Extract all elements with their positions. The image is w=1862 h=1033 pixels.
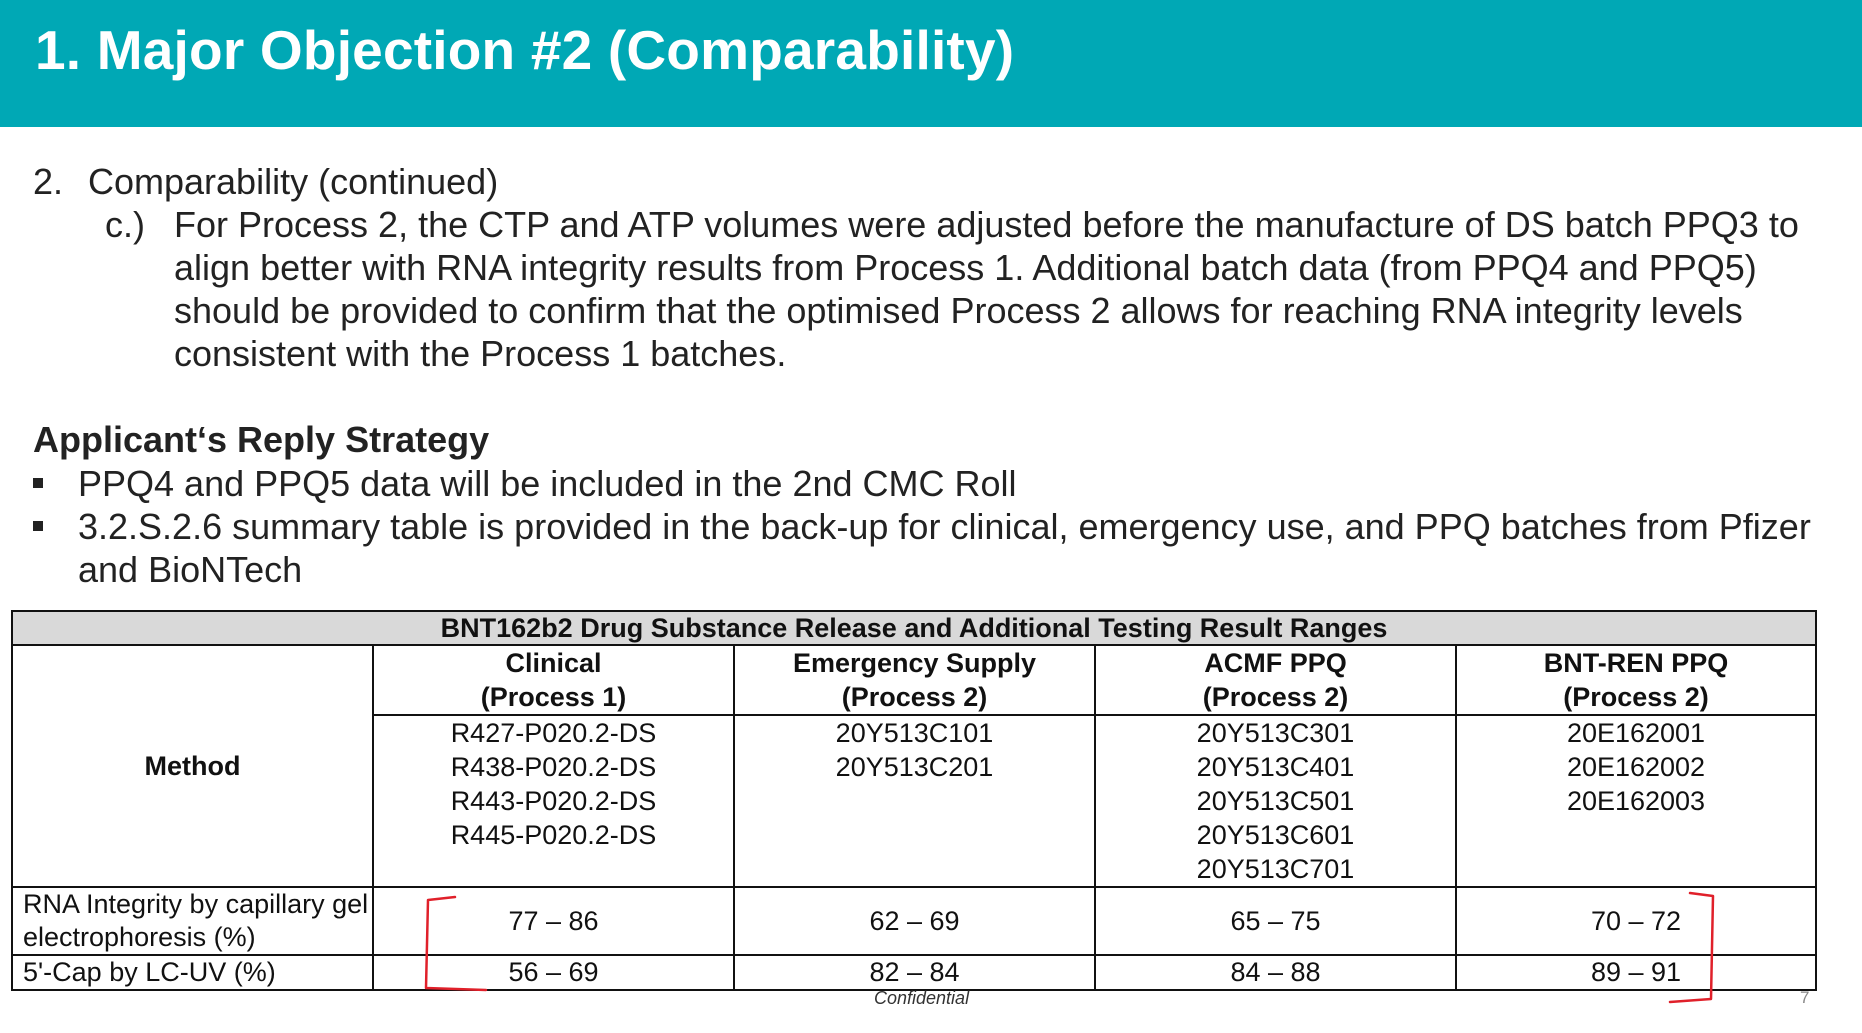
batch-id: 20Y513C501 — [1196, 786, 1355, 816]
column-header — [1095, 645, 1456, 715]
result-value: 70 – 72 — [1456, 887, 1816, 955]
batch-list — [734, 715, 1095, 887]
result-value: 65 – 75 — [1095, 887, 1456, 955]
column-process: (Process 2) — [1563, 682, 1709, 712]
table-row — [12, 887, 1816, 955]
result-value: 89 – 91 — [1456, 955, 1816, 990]
table-row — [12, 955, 1816, 990]
objection-paragraph: For Process 2, the CTP and ATP volumes were adjusted before the manufacture of DS batch PPQ3 to align better with RNA integrity results from Process 1. Additional batch data (from PPQ4 and PPQ5) should be provided to confirm that the optimised Process 2 allows for reaching RNA integrity levels consistent with the Process 1 batches. — [174, 204, 1799, 374]
batch-id: R427-P020.2-DS — [450, 718, 657, 748]
column-name: ACMF PPQ — [1204, 648, 1347, 678]
batch-id: 20Y513C601 — [1196, 820, 1355, 850]
slide-title: 1. Major Objection #2 (Comparability) — [35, 19, 1015, 81]
batch-id: R445-P020.2-DS — [450, 820, 657, 850]
batch-id: 20E162001 — [1566, 718, 1706, 748]
table-title: BNT162b2 Drug Substance Release and Additional Testing Result Ranges — [12, 611, 1816, 645]
section-title: Comparability (continued) — [88, 161, 499, 202]
result-value: 62 – 69 — [734, 887, 1095, 955]
method-label: 5'-Cap by LC-UV (%) — [12, 955, 373, 990]
bullet-text: PPQ4 and PPQ5 data will be included in the 2nd CMC Roll — [78, 463, 1017, 504]
batch-id: 20Y513C201 — [835, 752, 994, 782]
table-title-row — [12, 611, 1816, 645]
batch-id: 20Y513C401 — [1196, 752, 1355, 782]
batch-id: 20Y513C701 — [1196, 854, 1355, 884]
sub-item-marker: c.) — [105, 204, 145, 245]
batch-id: 20E162003 — [1566, 786, 1706, 816]
result-value: 82 – 84 — [734, 955, 1095, 990]
batch-id: 20Y513C101 — [835, 718, 994, 748]
column-header — [1456, 645, 1816, 715]
batch-id: 20Y513C301 — [1196, 718, 1355, 748]
column-name: Emergency Supply — [792, 648, 1037, 678]
batch-id: 20E162002 — [1566, 752, 1706, 782]
batch-list — [1456, 715, 1816, 887]
strategy-heading: Applicant‘s Reply Strategy — [33, 419, 490, 460]
batch-id: R443-P020.2-DS — [450, 786, 657, 816]
result-value: 77 – 86 — [373, 887, 734, 955]
slide-header — [0, 0, 1862, 127]
batch-id: R438-P020.2-DS — [450, 752, 657, 782]
column-process: (Process 2) — [1202, 682, 1349, 712]
result-value: 84 – 88 — [1095, 955, 1456, 990]
bullet-text: 3.2.S.2.6 summary table is provided in the back-up for clinical, emergency use, and PPQ batches from Pfizer and BioNTech — [78, 506, 1811, 590]
column-process: (Process 2) — [841, 682, 988, 712]
column-name: BNT-REN PPQ — [1543, 648, 1729, 678]
bullet-square-icon — [33, 521, 43, 531]
column-header — [734, 645, 1095, 715]
column-process: (Process 1) — [480, 682, 627, 712]
method-label: RNA Integrity by capillary gel electrophoresis (%) — [12, 887, 373, 955]
table-header-row — [12, 645, 1816, 715]
column-header — [373, 645, 734, 715]
section-number: 2. — [33, 161, 64, 202]
result-value: 56 – 69 — [373, 955, 734, 990]
batch-list — [1095, 715, 1456, 887]
page-number: 7 — [1800, 988, 1810, 1007]
confidential-label: Confidential — [874, 988, 970, 1008]
results-table — [11, 610, 1817, 991]
batch-list — [373, 715, 734, 887]
bullet-square-icon — [33, 478, 43, 488]
column-name: Clinical — [505, 648, 602, 678]
method-header: Method — [12, 645, 373, 887]
